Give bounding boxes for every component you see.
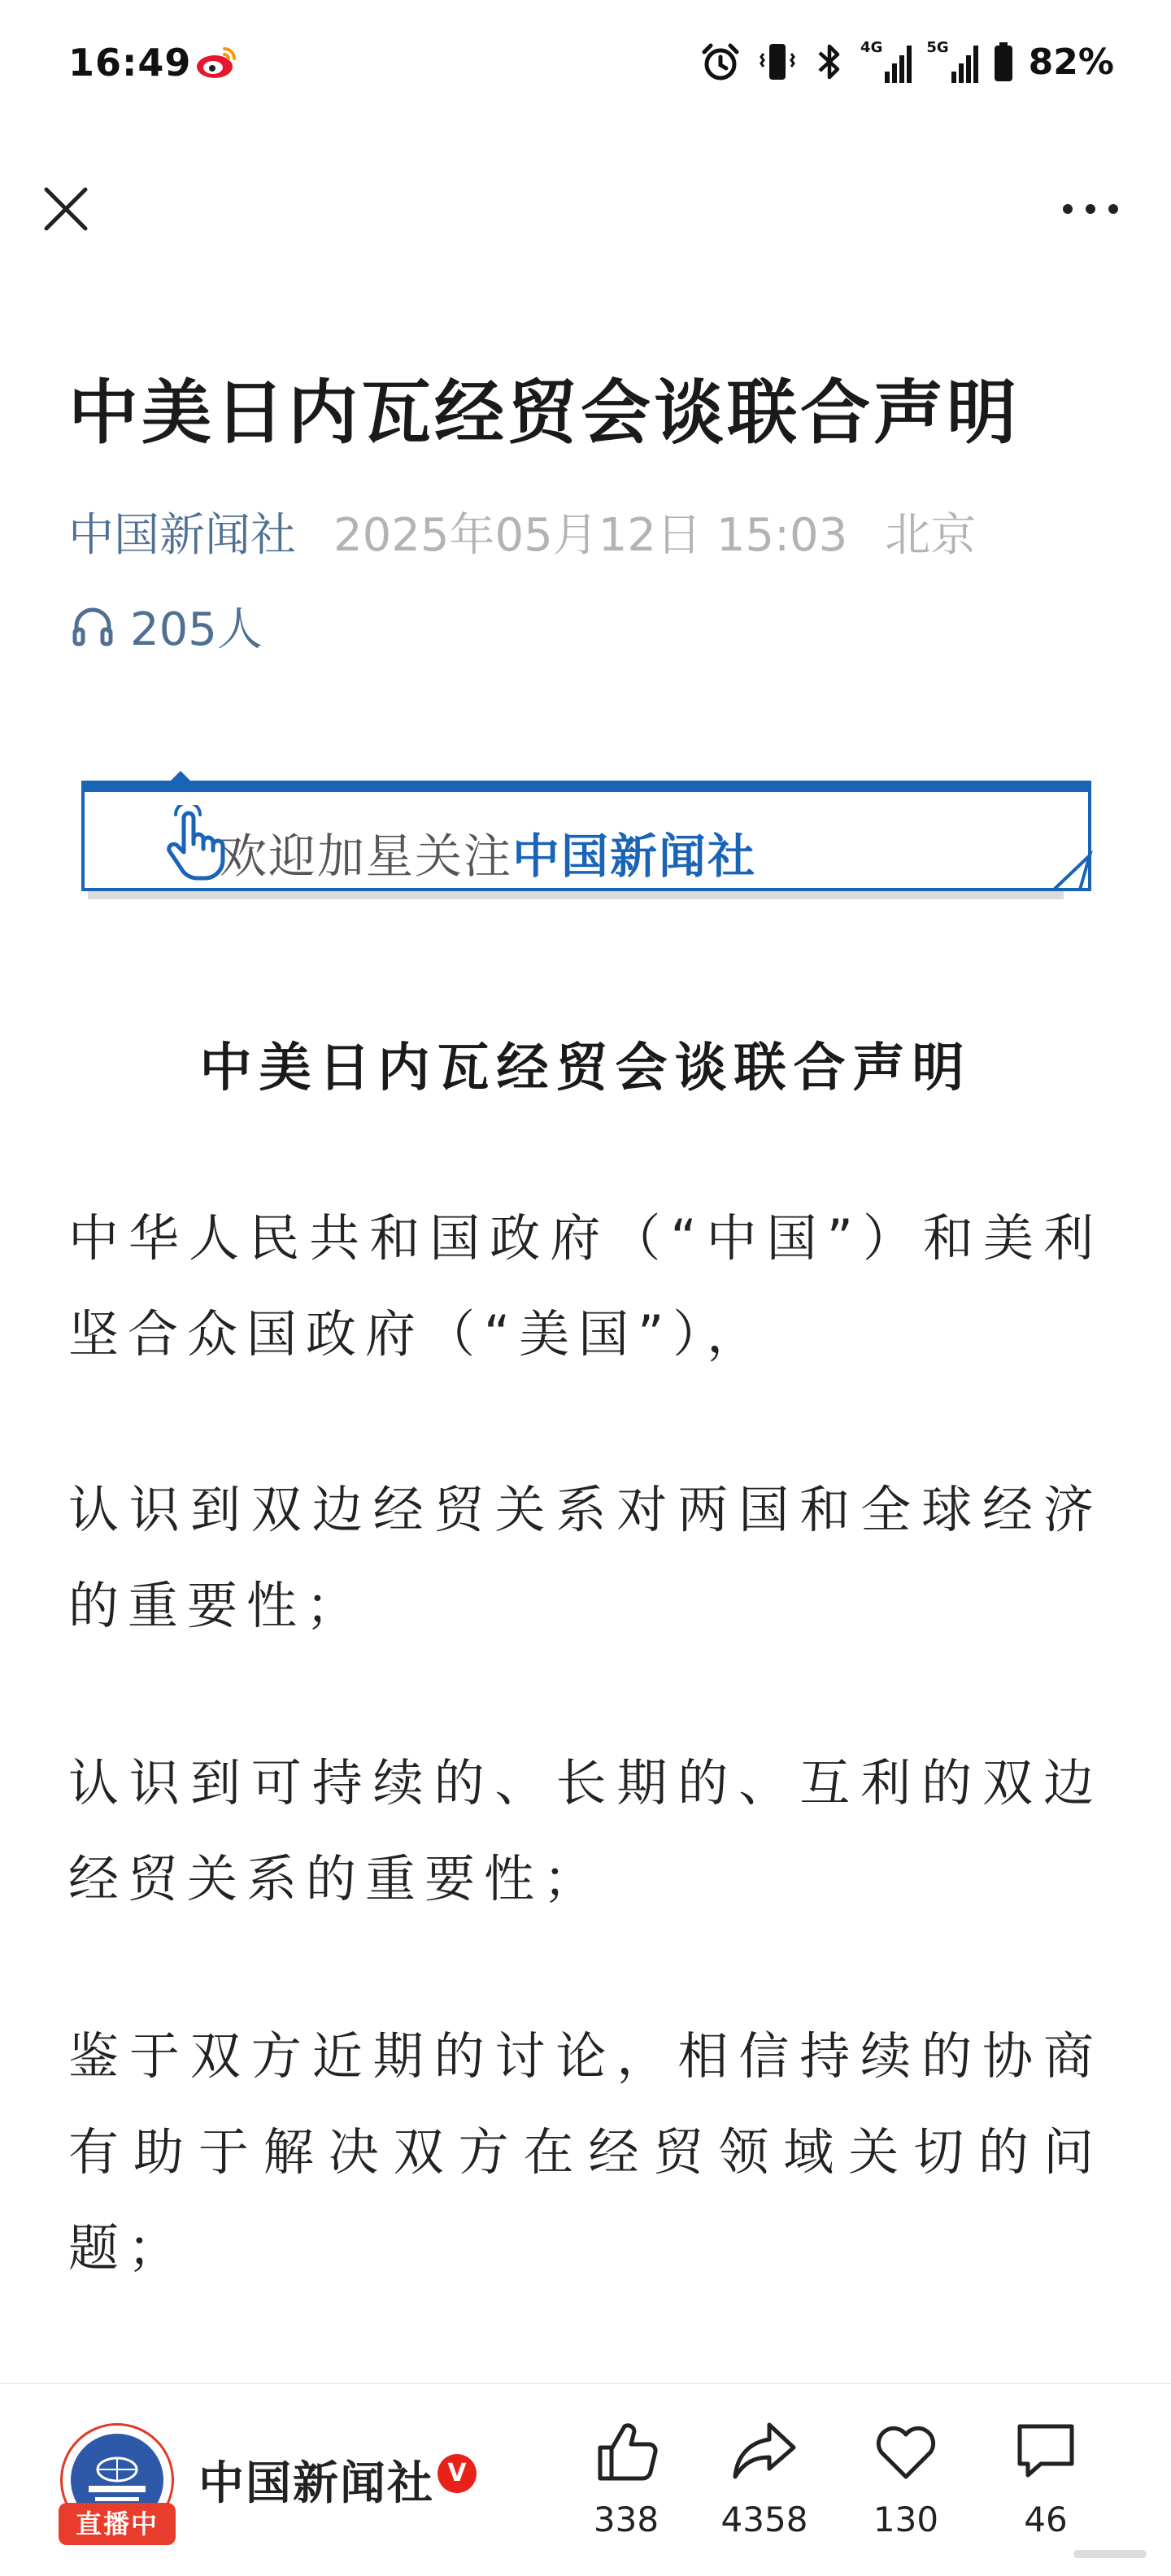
close-icon [41,185,90,233]
battery-percent: 82% [1028,41,1114,83]
signal-4g-icon: 4G [860,41,912,83]
article-location: 北京 [885,509,977,562]
battery-icon [993,41,1014,83]
paragraph: 中华人民共和国政府（“中国”）和美利坚合众国政府（“美国”）， [68,1208,1103,1364]
article-date: 2025年05月12日 15:03 [333,509,848,562]
status-time: 16:49 [68,41,192,85]
like-count: 338 [593,2500,660,2539]
follow-banner-account: 中国新闻社 [512,829,757,884]
alarm-icon [699,41,742,83]
comment-button[interactable] [997,2417,1095,2555]
more-button[interactable] [1056,181,1125,237]
listeners-text: 205人 [130,603,263,656]
vibrate-icon [756,41,799,83]
follow-banner-text[interactable] [220,818,756,886]
status-bar [0,0,1171,130]
heart-icon [872,2417,940,2485]
body-title: 中美日内瓦经贸会谈联合声明 [199,1038,972,1099]
paragraph: 认识到可持续的、长期的、互利的双边经贸关系的重要性； [68,1753,1103,1908]
share-count: 4358 [720,2500,808,2539]
like-button[interactable] [577,2417,675,2555]
follow-banner-prefix: 欢迎加星关注 [220,829,513,884]
more-icon [1060,201,1121,217]
status-icons [699,39,1114,85]
headphones-icon [70,603,115,649]
article-source[interactable]: 中国新闻社 [68,509,296,562]
comment-count: 46 [1024,2500,1068,2539]
share-icon [730,2417,799,2485]
home-indicator[interactable] [1073,2550,1147,2558]
thumbs-up-icon [592,2417,660,2485]
share-button[interactable] [716,2417,813,2555]
listen-count[interactable] [70,594,263,659]
article-meta [68,499,976,564]
favorite-button[interactable] [857,2417,955,2555]
bottom-action-bar [0,2382,1171,2576]
paragraph: 鉴于双方近期的讨论，相信持续的协商有助于解决双方在经贸领域关切的问题； [68,2026,1103,2278]
close-button[interactable] [37,181,94,237]
paragraph: 认识到双边经贸关系对两国和全球经济的重要性； [68,1480,1103,1635]
signal-5g-icon: 5G [926,41,977,83]
article-title: 中美日内瓦经贸会谈联合声明 [68,372,1020,454]
favorite-count: 130 [873,2500,939,2539]
live-badge[interactable]: 直播中 [59,2503,176,2545]
verified-badge: V [437,2454,477,2493]
account-name[interactable]: 中国新闻社 [198,2457,434,2510]
comment-icon [1012,2417,1080,2485]
bluetooth-icon [813,41,846,83]
weibo-icon [195,44,237,80]
